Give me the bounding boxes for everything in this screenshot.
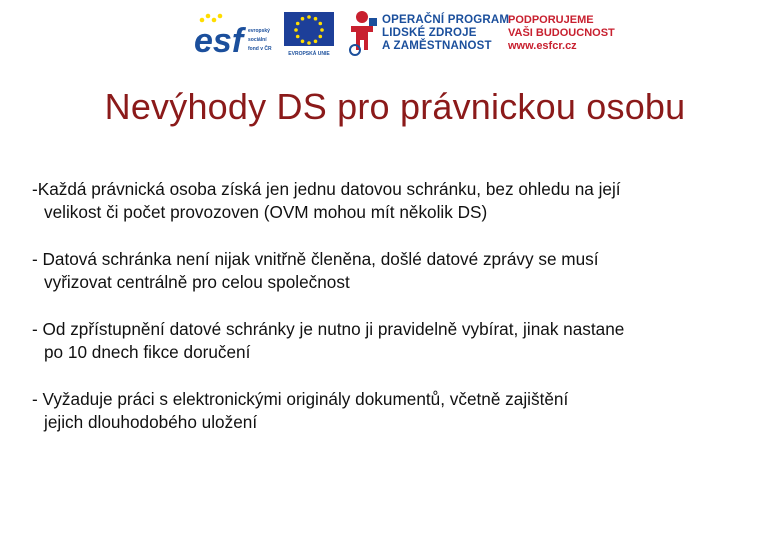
esf-small-line-1: evropský bbox=[248, 28, 270, 34]
bullet-line-2: jejich dlouhodobého uložení bbox=[44, 412, 258, 432]
logo-header bbox=[0, 0, 780, 70]
bullet-item bbox=[32, 388, 752, 434]
op-line-3: A ZAMĚSTNANOST bbox=[382, 40, 492, 52]
op-program-text bbox=[382, 14, 509, 53]
bullet-line-2: po 10 dnech fikce doručení bbox=[44, 342, 251, 362]
bullet-line-1: - Od zpřístupnění datové schránky je nutno ji pravidelně vybírat, jinak nastane bbox=[32, 319, 625, 339]
esf-small-line-3: fond v ČR bbox=[248, 46, 272, 52]
bullet-item bbox=[32, 318, 752, 364]
eu-caption: EVROPSKÁ UNIE bbox=[288, 51, 330, 57]
bullet-line-1: -Každá právnická osoba získá jen jednu datovou schránku, bez ohledu na její bbox=[32, 179, 621, 199]
support-line-2: VAŠI BUDOUCNOST bbox=[508, 27, 615, 39]
op-lzz-person-icon bbox=[345, 10, 379, 56]
esf-logo-letters: esf bbox=[194, 22, 244, 58]
bullet-list bbox=[32, 178, 752, 458]
support-website: www.esfcr.cz bbox=[508, 40, 577, 52]
slide-title: Nevýhody DS pro právnickou osobu bbox=[104, 86, 686, 127]
bullet-line-2: vyřizovat centrálně pro celou společnost bbox=[44, 272, 350, 292]
op-line-1: OPERAČNÍ PROGRAM bbox=[382, 14, 510, 26]
bullet-item bbox=[32, 178, 752, 224]
eu-flag-icon bbox=[282, 10, 338, 58]
bullet-line-2: velikost či počet provozoven (OVM mohou mít několik DS) bbox=[44, 202, 488, 222]
support-slogan bbox=[508, 14, 615, 53]
bullet-line-1: - Vyžaduje práci s elektronickými originály dokumentů, včetně zajištění bbox=[32, 389, 569, 409]
bullet-item bbox=[32, 248, 752, 294]
bullet-line-1: - Datová schránka není nijak vnitřně členěna, došlé datové zprávy se musí bbox=[32, 249, 599, 269]
support-line-1: PODPORUJEME bbox=[508, 14, 594, 26]
esf-small-line-2: sociální bbox=[248, 37, 267, 43]
op-line-2: LIDSKÉ ZDROJE bbox=[382, 27, 477, 39]
esf-logo-icon bbox=[192, 10, 278, 58]
